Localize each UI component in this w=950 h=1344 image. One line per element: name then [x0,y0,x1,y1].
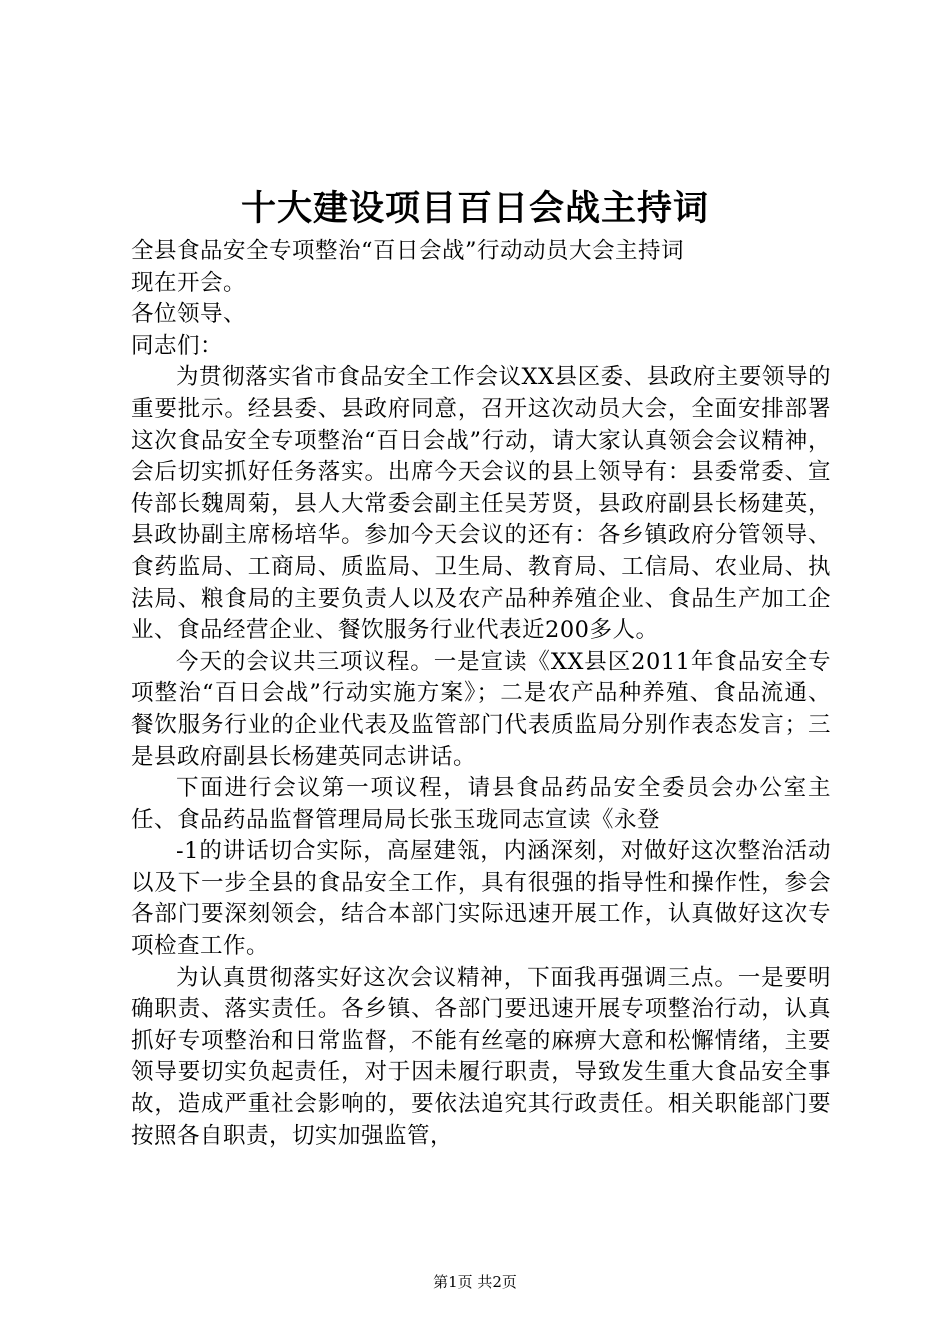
document-title: 十大建设项目百日会战主持词 [240,188,709,229]
paragraph-salutation-leaders: 各位领导、 [131,301,247,328]
paragraph-emphasis: 为认真贯彻落实好这次会议精神，下面我再强调三点。一是要明确职责、落实责任。各乡镇、各部门要迅速开展专项整治行动，认真抓好专项整治和日常监督，不能有丝毫的麻痹大意和松懈情绪，主要领导要切实负起责任，对于因未履行职责，导致发生重大食品安全事故，造成严重社会影响的，要依法追究其行政责任。相关职能部门要按照各自职责，切实加强监管， [131,964,831,1149]
paragraph-opening: 现在开会。 [131,269,247,296]
paragraph-first-item: 下面进行会议第一项议程，请县食品药品安全委员会办公室主任、食品药品监督管理局局长张玉珑同志宣读《永登 [131,775,831,833]
paragraph-speech-comment: -1的讲话切合实际，高屋建瓴，内涵深刻，对做好这次整治活动以及下一步全县的食品安全工作，具有很强的指导性和操作性，参会各部门要深刻领会，结合本部门实际迅速开展工作，认真做好这次专项检查工作。 [131,838,831,960]
document-body [131,236,831,1152]
paragraph-purpose: 为贯彻落实省市食品安全工作会议XX县区委、县政府主要领导的重要批示。经县委、县政府同意，召开这次动员大会，全面安排部署这次食品安全专项整治“百日会战”行动，请大家认真领会会议精神，会后切实抓好任务落实。出席今天会议的县上领导有：县委常委、宣传部长魏周菊，县人大常委会副主任吴芳贤，县政府副县长杨建英，县政协副主席杨培华。参加今天会议的还有：各乡镇政府分管领导、食药监局、工商局、质监局、卫生局、教育局、工信局、农业局、执法局、粮食局的主要负责人以及农产品种养殖企业、食品生产加工企业、食品经营企业、餐饮服务行业代表近200多人。 [131,364,831,644]
paragraph-subtitle: 全县食品安全专项整治“百日会战”行动动员大会主持词 [131,238,685,264]
page-number-footer: 第1页 共2页 [433,1273,517,1291]
paragraph-salutation-comrades: 同志们： [131,332,224,359]
paragraph-agenda: 今天的会议共三项议程。一是宣读《XX县区2011年食品安全专项整治“百日会战”行动实施方案》；二是农产品种养殖、食品流通、餐饮服务行业的企业代表及监管部门代表质监局分别作表态发言；三是县政府副县长杨建英同志讲话。 [131,648,831,770]
